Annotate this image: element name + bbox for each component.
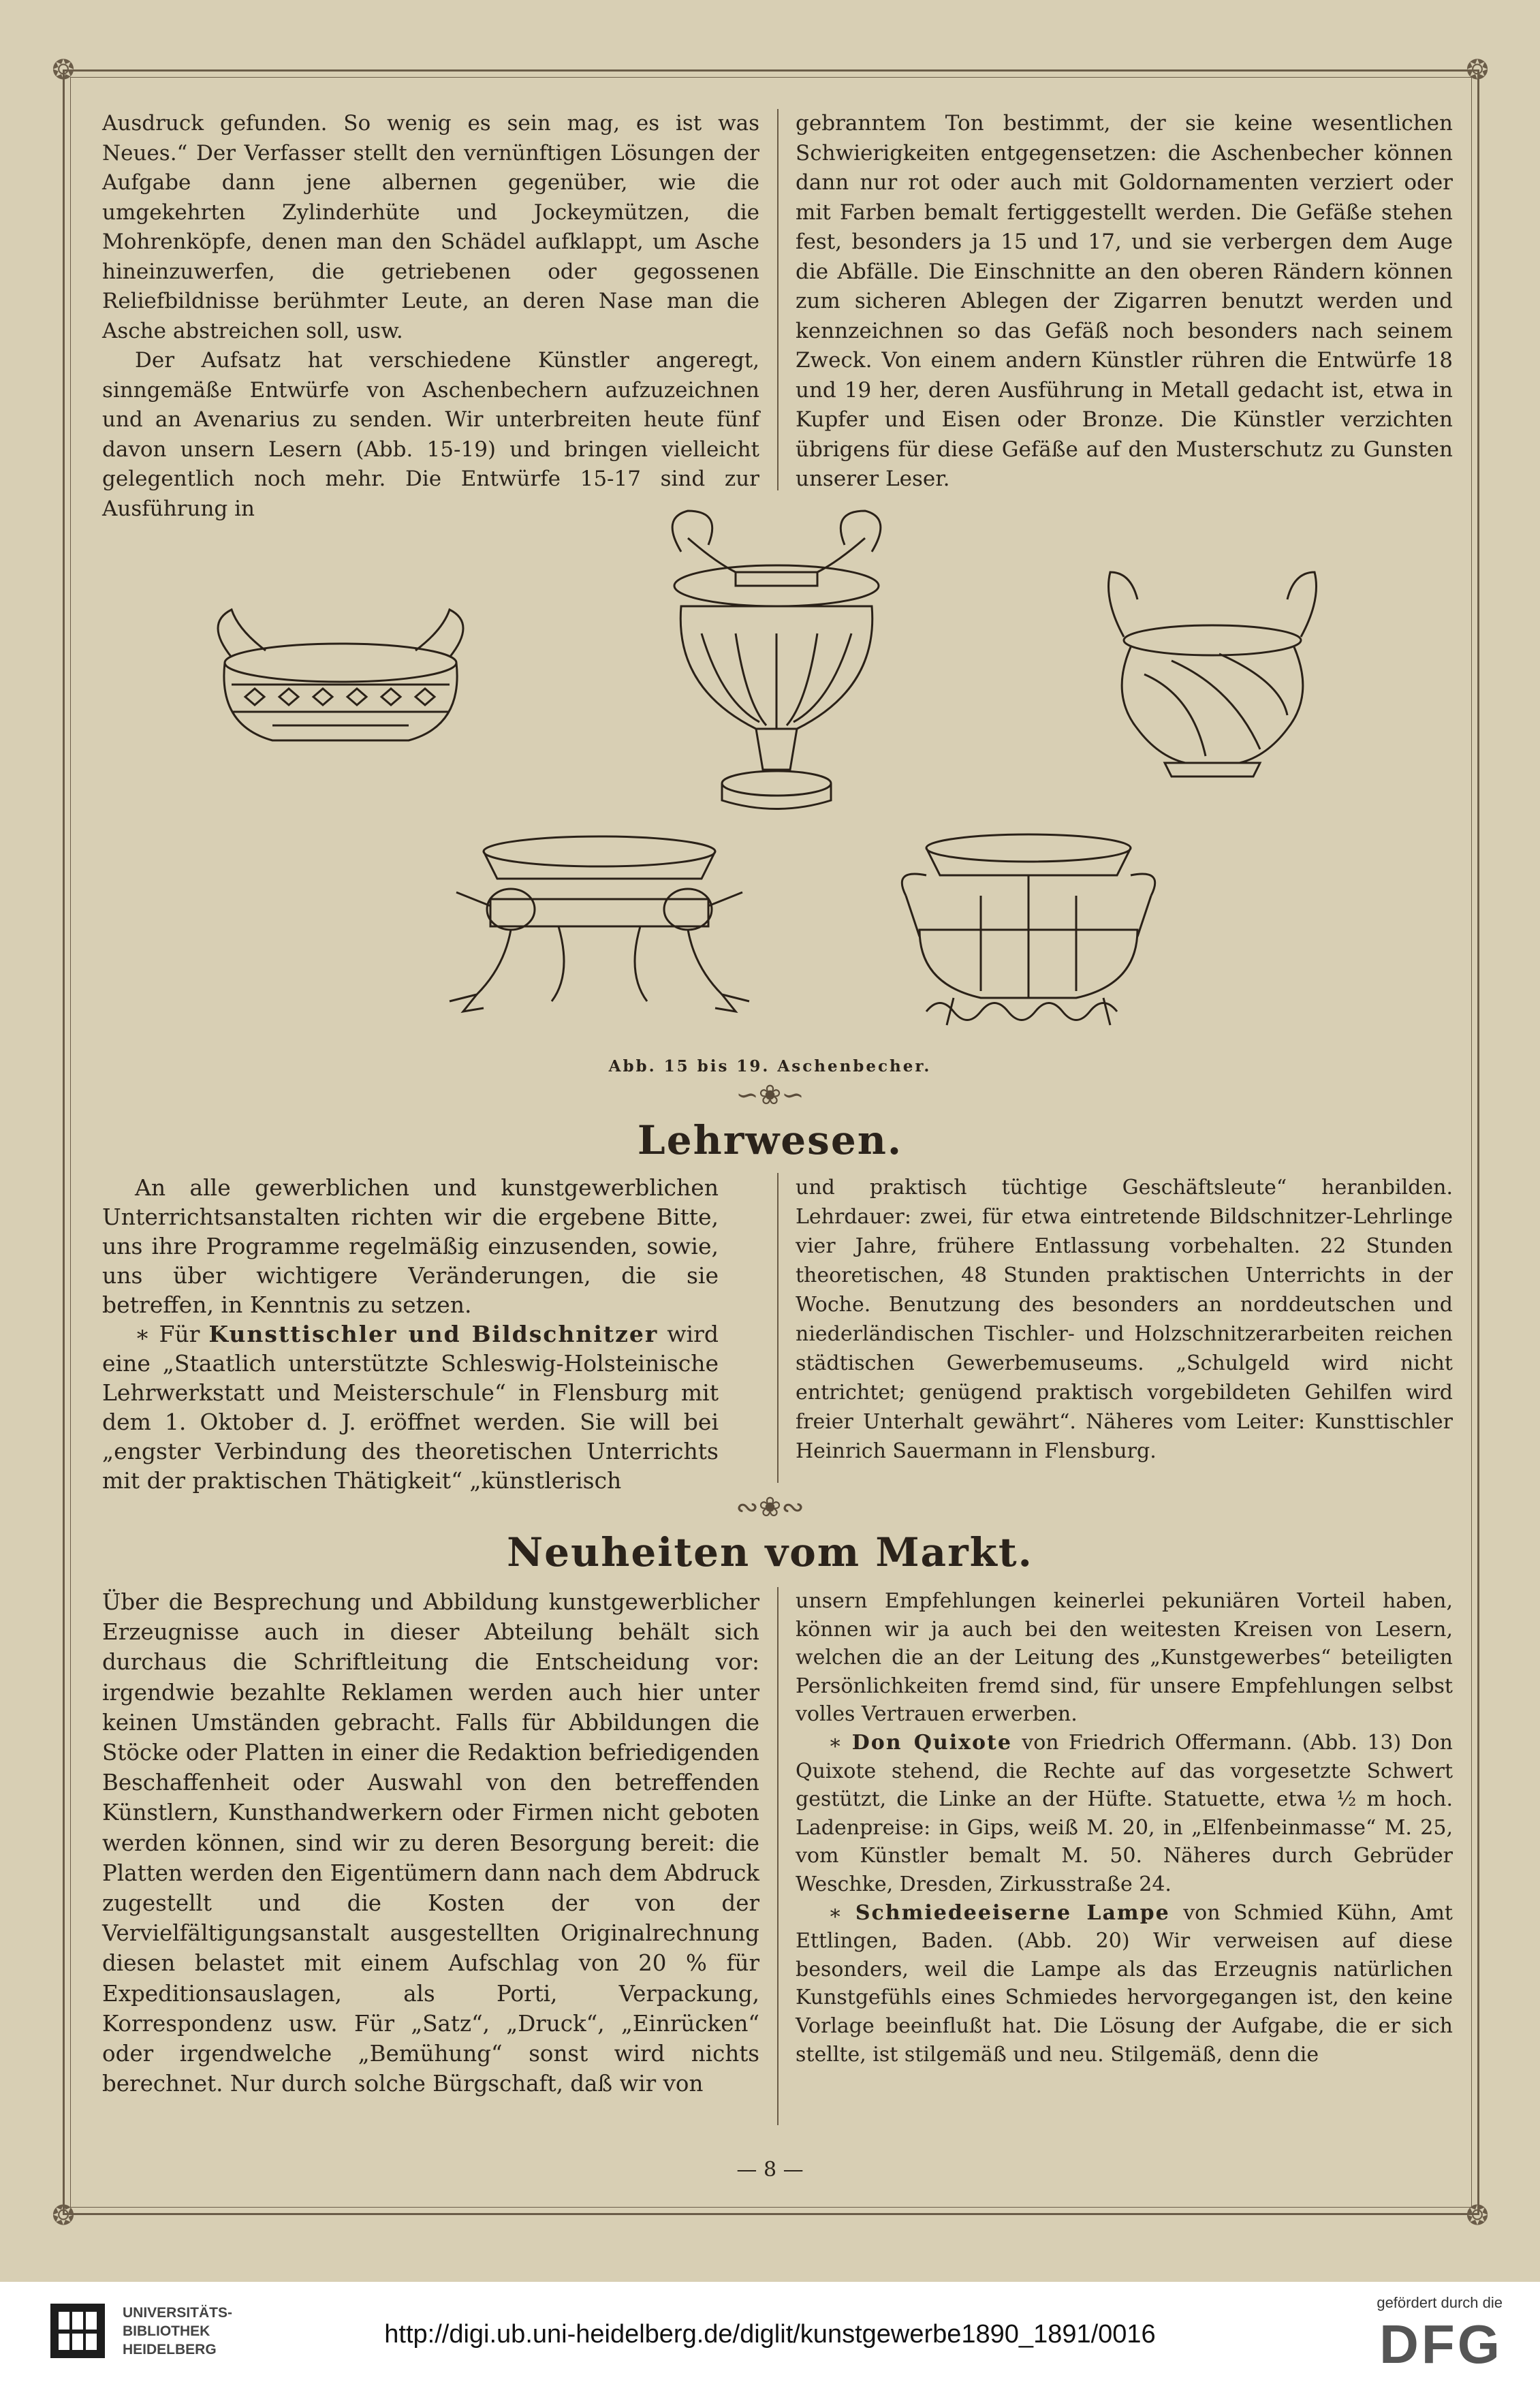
dfg-logo: DFG: [1379, 2314, 1503, 2374]
item-title-kunsttischler: Kunsttischler und Bildschnitzer: [208, 1321, 659, 1347]
corner-ornament-top-left: ❂: [52, 54, 75, 86]
funder-note: gefördert durch die: [1377, 2294, 1503, 2311]
separator-ornament-1: ∽❀∽: [736, 1080, 804, 1111]
item-text: von Friedrich Offermann. (Abb. 13) Don Quixote stehend, die Rechte auf das vorgesetzte Schwert gestützt, die Linke an der Hüfte. Statuette, etwa ½ m hoch. Ladenpreise: in Gips, weiß M. 20, in „Elfenbeinmasse“ M. 25, vom Künstler bemalt M. 50. Näheres durch Gebrüder Weschke, Dresden, Zirkusstraße 24.: [796, 1730, 1453, 1896]
library-name-line-1: UNIVERSITÄTS-: [123, 2305, 233, 2321]
figure-caption: Abb. 15 bis 19. Aschenbecher.: [608, 1057, 932, 1076]
top-left-paragraph-2: Der Aufsatz hat verschiedene Künstler angeregt, sinngemäße Entwürfe von Aschenbechern aufzuzeichnen und an Avenarius zu senden. Wir unterbreiten heute fünf davon unsern Lesern (Abb. 15-19) und bringen vielleicht gelegentlich noch mehr. Die Entwürfe 15-17 sind zur Ausführung in: [102, 348, 759, 521]
section-heading-lehrwesen: Lehrwesen.: [637, 1117, 903, 1163]
corner-ornament-bottom-left: ❂: [52, 2200, 75, 2231]
library-name-line-2: BIBLIOTHEK: [123, 2323, 210, 2339]
item-marker: ∗ Für: [135, 1321, 200, 1347]
item-title-don-quixote: Don Quixote: [851, 1730, 1012, 1755]
section-heading-neuheiten: Neuheiten vom Markt.: [507, 1529, 1033, 1575]
column-divider-neuheiten: [777, 1587, 779, 2125]
column-divider-top: [777, 109, 779, 490]
separator-ornament-2: ∾❀∾: [736, 1492, 804, 1523]
item-text: von Schmied Kühn, Amt Ettlingen, Baden. (Abb. 20) Wir verweisen auf diese besonders, weil die Lampe als das Erzeugnis natürlichen Kunstgefühls eines Schmiedes hervorgegangen ist, den keine Vorlage beeinflußt hat. Die Lösung der Aufgabe, die er sich stellte, ist stilgemäß und neu. Stilgemäß, denn die: [796, 1900, 1453, 2067]
corner-ornament-bottom-right: ❂: [1466, 2200, 1489, 2231]
ashtray-figure-17: [1083, 559, 1342, 790]
library-name-line-3: HEIDELBERG: [123, 2342, 217, 2357]
column-divider-lehrwesen: [777, 1173, 779, 1483]
neuheiten-right-paragraph-2: [796, 1729, 1453, 1899]
top-left-column: [102, 109, 759, 524]
item-marker: ∗: [828, 1730, 843, 1755]
lehrwesen-right-paragraph: und praktisch tüchtige Geschäftsleute“ heranbilden. Lehrdauer: zwei, für etwa eintretende Bildschnitzer-Lehrlinge vier Jahre, frühere Entlassung vorbehalten. 22 Stunden theoretischen, 48 Stunden praktischen Unterrichts in der Woche. Benutzung des besonders an norddeutschen und niederländischen Tischler- und Holzschnitzerarbeiten reichen städtischen Gewerbemuseums. „Schulgeld wird nicht entrichtet; genügend praktisch vorgebildeten Gehilfen wird freier Unterhalt gewährt“. Näheres vom Leiter: Kunsttischler Heinrich Sauermann in Flensburg.: [796, 1176, 1453, 1463]
neuheiten-right-paragraph-3: [796, 1899, 1453, 2069]
lehrwesen-left-paragraph-1: An alle gewerblichen und kunstgewerblichen Unterrichtsanstalten richten wir die ergebene Bitte, uns ihre Programme regelmäßig einzusenden, sowie, uns über wichtigere Veränderungen, die sie betreffen, in Kenntnis zu setzen.: [102, 1174, 719, 1318]
lehrwesen-right-column: [796, 1173, 1453, 1466]
ashtray-figure-16: [640, 497, 913, 824]
neuheiten-left-column: [102, 1587, 759, 2099]
neuheiten-right-paragraph-1: unsern Empfehlungen keinerlei pekuniären Vorteil haben, können wir ja auch bei den weitesten Kreisen von Lesern, welchen die an der Leitung des „Kunstgewerbes“ beteiligten Persönlichkeiten fremd sind, für unsere Empfehlungen selbst volles Vertrauen erwerben.: [796, 1589, 1453, 1727]
ashtray-figure-19: [879, 828, 1178, 1046]
top-right-column: [796, 109, 1453, 495]
permalink-url[interactable]: http://digi.ub.uni-heidelberg.de/diglit/kunstgewerbe1890_1891/0016: [384, 2320, 1156, 2349]
neuheiten-left-paragraph: Über die Besprechung und Abbildung kunstgewerblicher Erzeugnisse auch in dieser Abteilung behält sich durchaus die Schriftleitung die Entscheidung vor: irgendwie bezahlte Reklamen werden auch hier unter keinen Umständen gebracht. Falls für Abbildungen die Stöcke oder Platten in einer die Redaktion befriedigenden Beschaffenheit oder Auswahl von den betreffenden Künstlern, Kunsthandwerkern oder Firmen nicht geboten werden können, sind wir zu deren Besorgung bereit: die Platten werden den Eigentümern dann nach dem Abdruck zugestellt und die Kosten der von der Vervielfältigungsanstalt ausgestellten Originalrechnung diesen belastet mit einem Aufschlag von 20 % für Expeditionsauslagen, als Porti, Verpackung, Korrespondenz usw. Für „Satz“, „Druck“, „Einrücken“ oder irgendwelche „Bemühung“ sonst wird nichts berechnet. Nur durch solche Bürgschaft, daß wir von: [102, 1589, 759, 2097]
item-marker: ∗: [828, 1900, 843, 1925]
page-number: — 8 —: [736, 2158, 804, 2182]
top-right-paragraph-1: gebranntem Ton bestimmt, der sie keine wesentlichen Schwierigkeiten entgegensetzen: die Aschenbecher können dann nur rot oder auch mit Goldornamenten verziert oder mit Farben bemalt fertiggestellt werden. Die Gefäße stehen fest, besonders ja 15 und 17, und sie verbergen dem Auge die Abfälle. Die Einschnitte an den oberen Rändern können zum sicheren Ablegen der Zigarren benutzt werden und kennzeichnen so das Gefäß noch besonders nach seinem Zweck. Von einem andern Künstler rühren die Entwürfe 18 und 19 her, deren Ausführung in Metall gedacht ist, etwa in Kupfer und Eisen oder Bronze. Die Künstler verzichten übrigens für diese Gefäße auf den Musterschutz zu Gunsten unserer Leser.: [796, 111, 1453, 491]
ashtray-figure-18: [436, 824, 763, 1042]
lehrwesen-left-column: [102, 1173, 719, 1495]
digitization-footer: [0, 2282, 1540, 2384]
item-text: wird eine „Staatlich unterstützte Schleswig-Holsteinische Lehrwerkstatt und Meisterschule“ in Flensburg mit dem 1. Oktober d. J. eröffnet werden. Sie will bei „engster Verbindung des theoretischen Unterrichts mit der praktischen Thätigkeit“ „künstlerisch: [102, 1321, 719, 1494]
ashtray-figure-15: [191, 582, 490, 773]
lehrwesen-left-paragraph-2: [102, 1319, 719, 1495]
item-title-lampe: Schmiedeeiserne Lampe: [855, 1900, 1170, 1925]
top-left-paragraph-1: Ausdruck gefunden. So wenig es sein mag, es ist was Neues.“ Der Verfasser stellt den vernünftigen Lösungen der Aufgabe dann jene albernen gegenüber, wie die umgekehrten Zylinderhüte und Jockeymützen, die Mohrenköpfe, denen man den Schädel aufklappt, um Asche hineinzuwerfen, die getriebenen oder gegossenen Reliefbildnisse berühmter Leute, an deren Nase man die Asche abstreichen soll, usw.: [102, 111, 759, 343]
corner-ornament-top-right: ❂: [1466, 54, 1489, 86]
neuheiten-right-column: [796, 1587, 1453, 2069]
